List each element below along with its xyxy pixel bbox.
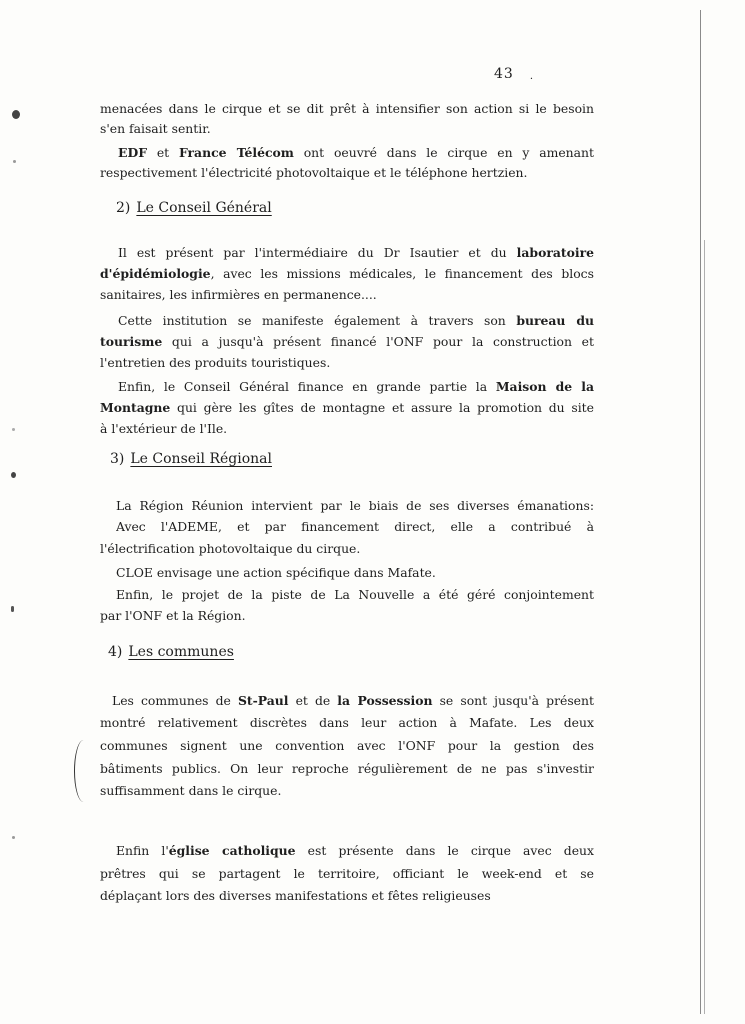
paragraph-line: Enfin, le projet de la piste de La Nouvelle a été géré conjointement [116,587,594,602]
paragraph-line: La Région Réunion intervient par le biais de ses diverses émanations: [116,498,594,513]
page-number: 43 [494,66,514,82]
paragraph-line: respectivement l'électricité photovoltaique et le téléphone hertzien. [100,165,528,180]
paragraph-line: suffisamment dans le cirque. [100,783,282,798]
paragraph-line: prêtres qui se partagent le territoire, officiant le week-end et se [100,866,594,881]
section-heading [110,451,272,467]
paragraph-line: l'électrification photovoltaique du cirque. [100,541,361,556]
paragraph-line: Montagne qui gère les gîtes de montagne et assure la promotion du site [100,400,594,415]
scan-speck [11,606,14,612]
scan-speck [12,428,15,431]
paragraph-line: par l'ONF et la Région. [100,608,246,623]
paragraph-line: d'épidémiologie, avec les missions médicales, le financement des blocs [100,266,594,281]
section-title: Le Conseil Régional [130,451,272,467]
paragraph-line: l'entretien des produits touristiques. [100,355,331,370]
paragraph-line: à l'extérieur de l'Ile. [100,421,228,436]
handwritten-bracket-mark [74,740,93,802]
paragraph-line: Avec l'ADEME, et par financement direct, elle a contribué à [116,519,594,534]
paragraph-line: déplaçant lors des diverses manifestations et fêtes religieuses [100,888,491,903]
section-number: 3) [110,451,125,467]
paragraph-line: Cette institution se manifeste également à travers son bureau du [118,313,594,328]
section-title: Le Conseil Général [136,200,272,216]
section-title: Les communes [128,644,234,660]
section-heading [108,644,234,660]
section-heading [116,200,272,216]
scan-speck [13,160,16,163]
punch-hole-mark [12,110,20,119]
section-number: 4) [108,644,123,660]
paragraph-line: montré relativement discrètes dans leur action à Mafate. Les deux [100,715,594,730]
scan-edge-line [700,10,701,1014]
paragraph-line: menacées dans le cirque et se dit prêt à intensifier son action si le besoin [100,101,594,116]
paragraph-line: EDF et France Télécom ont oeuvré dans le cirque en y amenant [118,145,594,160]
section-number: 2) [116,200,131,216]
paragraph-line: Les communes de St-Paul et de la Possession se sont jusqu'à présent [112,693,594,708]
punch-hole-mark [11,472,16,478]
scan-speck [12,836,15,839]
paragraph-line: Enfin l'église catholique est présente dans le cirque avec deux [116,843,594,858]
paragraph-line: tourisme qui a jusqu'à présent financé l'ONF pour la construction et [100,334,594,349]
paragraph-line: Enfin, le Conseil Général finance en grande partie la Maison de la [118,379,594,394]
paragraph-line: bâtiments publics. On leur reproche régulièrement de ne pas s'investir [100,761,594,776]
paragraph-line: Il est présent par l'intermédiaire du Dr Isautier et du laboratoire [118,245,594,260]
paragraph-line: s'en faisait sentir. [100,121,211,136]
paragraph-line: sanitaires, les infirmières en permanence.... [100,287,377,302]
paragraph-line: CLOE envisage une action spécifique dans Mafate. [116,565,436,580]
scan-edge-line-inner [704,240,705,1014]
paragraph-line: communes signent une convention avec l'ONF pour la gestion des [100,738,594,753]
page-number-mark: · [529,74,533,85]
